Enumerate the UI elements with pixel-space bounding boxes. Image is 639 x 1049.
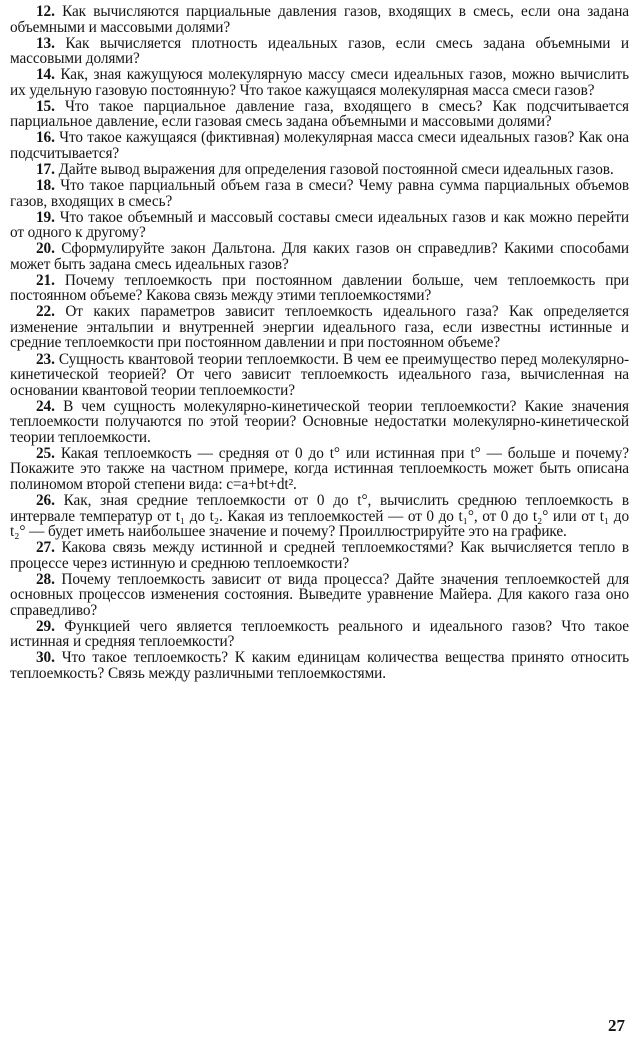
question-number: 17.: [36, 160, 55, 178]
question-number: 22.: [36, 303, 55, 321]
question-item: [10, 650, 629, 681]
question-text: Что такое парциальный объем газа в смеси? Чему равна сумма парциальных объемов газов, входящих в смесь?: [10, 177, 629, 210]
question-item: [10, 352, 629, 399]
question-text: Функцией чего является теплоемкость реального и идеального газов? Что такое истинная и средняя теплоемкости?: [10, 617, 629, 651]
question-number: 25.: [36, 444, 55, 462]
question-number: 28.: [36, 570, 55, 588]
question-text: Почему теплоемкость зависит от вида процесса? Дайте значения теплоемкостей для основных процессов изменения состояния. Выведите уравнение Майера. Для какого газа оно справедливо?: [10, 570, 630, 619]
page-number: 27: [608, 1016, 625, 1035]
question-number: 21.: [36, 271, 55, 289]
question-number: 14.: [36, 66, 55, 84]
question-text: Сформулируйте закон Дальтона. Для каких газов он справедлив? Какими способами может быть задана смесь идеальных газов?: [10, 240, 629, 273]
question-item: [10, 67, 629, 98]
question-text: Что такое кажущаяся (фиктивная) молекулярная масса смеси идеальных газов? Как она подсчитывается?: [10, 129, 629, 162]
question-item: [10, 572, 629, 619]
question-number: 19.: [36, 208, 55, 226]
question-item: [10, 273, 629, 304]
question-number: 29.: [36, 617, 55, 635]
question-number: 13.: [36, 34, 55, 52]
question-item: [10, 130, 629, 161]
question-number: 16.: [36, 129, 55, 147]
question-item: [10, 399, 629, 446]
question-item: [10, 446, 629, 493]
question-text: Как вычисляется плотность идеальных газов, если смесь задана объемными и массовыми долями?: [10, 34, 630, 68]
question-number: 23.: [36, 350, 55, 368]
question-text: Как вычисляются парциальные давления газов, входящих в смесь, если она задана объемными и массовыми долями?: [10, 3, 629, 36]
question-text: От каких параметров зависит теплоемкость идеального газа? Как определяется изменение энтальпии и внутренней энергии идеального газа, если известны истинные и средние теплоемкости при постоянном давлении и при постоянном объеме?: [10, 303, 629, 352]
question-text: Что такое теплоемкость? К каким единицам количества вещества принято относить теплоемкость? Связь между различными теплоемкостями.: [10, 649, 630, 682]
question-number: 12.: [36, 3, 55, 20]
question-item: [10, 619, 629, 650]
question-number: 26.: [36, 491, 55, 509]
question-item: [10, 493, 629, 540]
question-item: [10, 99, 629, 130]
question-number: 24.: [36, 397, 55, 415]
question-number: 18.: [36, 177, 55, 195]
question-number: 27.: [36, 539, 55, 557]
question-number: 15.: [36, 97, 55, 115]
question-list: [10, 4, 629, 682]
question-text: Почему теплоемкость при постоянном давлении больше, чем теплоемкость при постоянном объеме? Какова связь между этими теплоемкостями?: [10, 271, 629, 305]
question-text: Какова связь между истинной и средней теплоемкостями? Как вычисляется тепло в процессе через истинную и среднюю теплоемкости?: [10, 539, 629, 572]
question-item: [10, 241, 629, 272]
book-page: [10, 4, 629, 1044]
question-item: [10, 178, 629, 209]
question-item: [10, 304, 629, 351]
question-text: Что такое парциальное давление газа, входящего в смесь? Как подсчитывается парциальное давление, если газовая смесь задана объемными и массовыми долями?: [10, 97, 629, 131]
question-item: [10, 540, 629, 571]
question-item: [10, 162, 629, 178]
question-text: В чем сущность молекулярно-кинетической теории теплоемкости? Какие значения теплоемкости получаются по этой теории? Основные недостатки молекулярно-кинетической теории теплоемкости.: [10, 397, 629, 446]
question-item: [10, 4, 629, 35]
question-text: Сущность квантовой теории теплоемкости. В чем ее преимущество перед молекулярно-кинетической теорией? От чего зависит теплоемкость идеального газа, вычисленная на основании квантовой теории теплоемкости?: [10, 350, 630, 399]
question-text: Дайте вывод выражения для определения газовой постоянной смеси идеальных газов.: [58, 160, 614, 178]
question-text: Как, зная кажущуюся молекулярную массу смеси идеальных газов, можно вычислить их удельную газовую постоянную? Что такое кажущаяся молекулярная масса смеси газов?: [10, 66, 629, 99]
question-text: Как, зная средние теплоемкости от 0 до t°, вычислить среднюю теплоемкость в интервале температур от t₁ до t₂. Какая из теплоемкостей — от 0 до t₁°, от 0 до t₂° или от t₁ до t₂° — будет иметь наибольшее значение и почему? Проиллюстрируйте это на графике.: [10, 491, 629, 541]
question-number: 20.: [36, 240, 55, 258]
question-text: Какая теплоемкость — средняя от 0 до t° или истинная при t° — больше и почему? Покажите это также на частном примере, когда истинная теплоемкость может быть описана полиномом второй степени вида: c=a+bt+dt².: [10, 444, 629, 493]
question-item: [10, 36, 629, 67]
question-text: Что такое объемный и массовый составы смеси идеальных газов и как можно перейти от одного к другому?: [10, 208, 629, 242]
question-number: 30.: [36, 649, 55, 667]
question-item: [10, 210, 629, 241]
